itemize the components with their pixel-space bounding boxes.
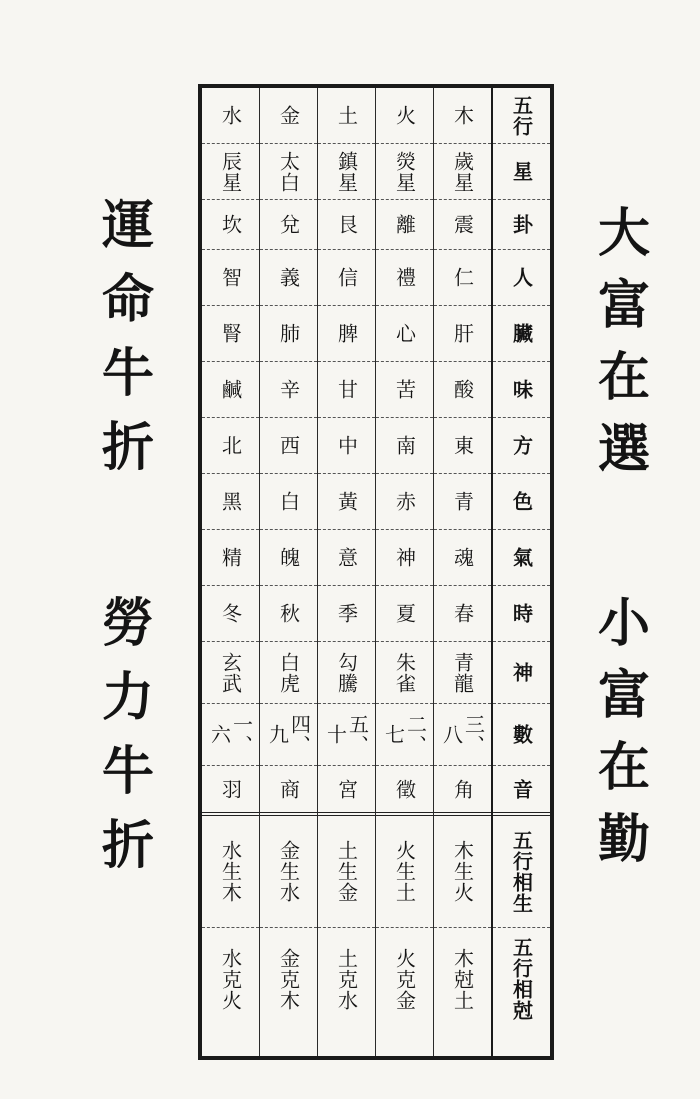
table-cell [260,418,317,474]
table-cell [318,586,375,642]
table-cell [434,306,491,362]
table-cell [318,474,375,530]
element-column [375,88,433,1056]
cell-text: 辰星 [218,150,243,193]
cell-text: 勾騰 [334,651,359,694]
table-cell [376,586,433,642]
cell-text: 五行相尅 [509,937,534,1021]
table-cell [202,306,259,362]
cell-text: 白虎 [276,651,301,694]
cell-text: 辛 [276,379,301,400]
slogan-char: 在 [598,737,651,798]
table-cell [318,200,375,250]
cell-text: 鹹 [218,379,243,400]
header-cell [493,418,550,474]
cell-text: 一、六 [207,713,254,756]
cell-text: 鎮星 [334,150,359,193]
cell-text: 土克水 [334,947,359,1011]
table-cell [318,530,375,586]
cell-text: 金克木 [276,947,301,1011]
header-cell [493,474,550,530]
table-cell [376,766,433,816]
table-cell [318,250,375,306]
slogan-char: 大 [598,203,651,264]
cell-text: 兌 [276,214,301,235]
cell-text: 人 [509,267,534,288]
table-cell [376,306,433,362]
cell-text: 智 [218,267,243,288]
table-cell [376,418,433,474]
cell-text: 黑 [218,491,243,512]
cell-text: 木 [450,105,475,126]
cell-text: 卦 [509,214,534,235]
table-cell [202,586,259,642]
element-column [259,88,317,1056]
cell-text: 信 [334,267,359,288]
cell-text: 朱雀 [392,651,417,694]
header-cell [493,362,550,418]
slogan-right-bottom [598,593,651,870]
table-cell [202,704,259,766]
table-cell [376,88,433,144]
table-cell [376,530,433,586]
cell-text: 二、七 [381,713,428,756]
cell-text: 味 [509,379,534,400]
cell-text: 時 [509,603,534,624]
cell-text: 玄武 [218,651,243,694]
table-cell [260,766,317,816]
cell-text: 甘 [334,379,359,400]
cell-text: 氣 [509,547,534,568]
cell-text: 脾 [334,323,359,344]
cell-text: 土生金 [334,840,359,903]
cell-text: 西 [276,435,301,456]
header-cell [493,816,550,928]
table-cell [260,530,317,586]
cell-text: 肝 [450,323,475,344]
table-cell [202,200,259,250]
cell-text: 腎 [218,323,243,344]
five-elements-table [198,84,554,1060]
cell-text: 數 [509,724,534,745]
cell-text: 中 [334,435,359,456]
header-cell [493,704,550,766]
cell-text: 熒星 [392,150,417,193]
slogan-char: 富 [598,665,651,726]
table-cell [318,88,375,144]
table-cell [318,144,375,200]
table-cell [434,816,491,928]
table-cell [260,362,317,418]
cell-text: 宮 [334,778,359,800]
cell-text: 羽 [218,778,243,800]
table-cell [318,306,375,362]
table-cell [260,928,317,1030]
cell-text: 苦 [392,379,417,400]
table-cell [260,200,317,250]
cell-text: 太白 [276,150,301,193]
cell-text: 酸 [450,379,475,400]
table-cell [376,704,433,766]
cell-text: 白 [276,491,301,512]
header-cell [493,586,550,642]
cell-text: 禮 [392,267,417,288]
table-cell [376,200,433,250]
table-cell [434,928,491,1030]
cell-text: 方 [509,435,534,456]
cell-text: 角 [450,778,475,800]
cell-text: 星 [509,161,534,182]
table-cell [318,704,375,766]
cell-text: 神 [392,547,417,568]
table-cell [202,816,259,928]
cell-text: 歲星 [450,150,475,193]
slogan-right-top [598,203,651,480]
cell-text: 木生火 [450,840,475,903]
table-cell [318,418,375,474]
table-cell [260,250,317,306]
header-cell [493,928,550,1030]
element-column [433,88,491,1056]
cell-text: 秋 [276,603,301,624]
slogan-char: 選 [598,419,651,480]
header-cell [493,250,550,306]
cell-text: 魄 [276,547,301,568]
cell-text: 金生水 [276,840,301,903]
cell-text: 艮 [334,214,359,235]
table-cell [260,88,317,144]
table-cell [202,530,259,586]
cell-text: 南 [392,435,417,456]
slogan-char: 勤 [598,809,651,870]
table-cell [260,704,317,766]
table-cell [202,474,259,530]
element-column [317,88,375,1056]
cell-text: 仁 [450,267,475,288]
cell-text: 木尅土 [450,947,475,1011]
cell-text: 水生木 [218,840,243,903]
table-cell [202,418,259,474]
cell-text: 金 [276,105,301,126]
header-column [491,88,550,1056]
cell-text: 冬 [218,603,243,624]
header-cell [493,88,550,144]
table-cell [260,642,317,704]
cell-text: 心 [392,323,417,344]
slogan-char: 在 [598,347,651,408]
slogan-char: 運 [102,195,155,256]
cell-text: 義 [276,267,301,288]
header-cell [493,144,550,200]
table-cell [434,704,491,766]
cell-text: 精 [218,547,243,568]
table-cell [260,586,317,642]
slogan-char: 折 [102,815,155,876]
slogan-char: 牛 [102,343,155,404]
table-cell [434,250,491,306]
table-cell [376,816,433,928]
cell-text: 東 [450,435,475,456]
table-cell [202,88,259,144]
cell-text: 色 [509,491,534,512]
table-cell [318,642,375,704]
cell-text: 四、九 [265,713,312,756]
table-cell [318,766,375,816]
table-cell [434,88,491,144]
cell-text: 徵 [392,778,417,800]
table-cell [434,642,491,704]
slogan-left-top [102,195,155,478]
table-cell [434,474,491,530]
table-cell [434,530,491,586]
cell-text: 震 [450,214,475,235]
cell-text: 水克火 [218,947,243,1011]
table-cell [202,250,259,306]
table-cell [202,766,259,816]
cell-text: 五、十 [323,713,370,756]
table-cell [376,474,433,530]
element-column [202,88,259,1056]
cell-text: 火 [392,105,417,126]
cell-text: 意 [334,547,359,568]
table-cell [434,586,491,642]
cell-text: 離 [392,214,417,235]
cell-text: 五行 [509,94,534,137]
table-cell [318,362,375,418]
slogan-char: 小 [598,593,651,654]
table-cell [376,928,433,1030]
cell-text: 三、八 [439,713,486,756]
cell-text: 火克金 [392,947,417,1011]
table-cell [260,306,317,362]
cell-text: 火生土 [392,840,417,903]
table-cell [260,474,317,530]
cell-text: 商 [276,778,301,800]
cell-text: 肺 [276,323,301,344]
table-cell [434,144,491,200]
table-cell [434,362,491,418]
table-cell [376,250,433,306]
cell-text: 青龍 [450,651,475,694]
table-cell [376,362,433,418]
header-cell [493,306,550,362]
cell-text: 春 [450,603,475,624]
table-cell [434,200,491,250]
slogan-char: 力 [102,667,155,728]
cell-text: 季 [334,603,359,624]
table-cell [260,144,317,200]
header-cell [493,530,550,586]
cell-text: 五行相生 [509,829,534,914]
cell-text: 水 [218,105,243,126]
cell-text: 音 [509,778,534,800]
header-cell [493,766,550,816]
table-cell [434,418,491,474]
table-cell [202,144,259,200]
header-cell [493,200,550,250]
slogan-char: 勞 [102,593,155,654]
slogan-char: 命 [102,269,155,330]
cell-text: 北 [218,435,243,456]
cell-text: 黃 [334,491,359,512]
slogan-char: 牛 [102,741,155,802]
table-cell [202,362,259,418]
cell-text: 赤 [392,491,417,512]
cell-text: 臟 [509,323,534,344]
table-cell [202,928,259,1030]
table-cell [376,642,433,704]
cell-text: 夏 [392,603,417,624]
table-cell [260,816,317,928]
table-cell [318,816,375,928]
table-cell [318,928,375,1030]
cell-text: 青 [450,491,475,512]
cell-text: 魂 [450,547,475,568]
slogan-char: 富 [598,275,651,336]
cell-text: 坎 [218,214,243,235]
table-cell [376,144,433,200]
slogan-char: 折 [102,417,155,478]
cell-text: 神 [509,662,534,683]
header-cell [493,642,550,704]
table-cell [202,642,259,704]
cell-text: 土 [334,105,359,126]
slogan-left-bottom [102,593,155,876]
table-cell [434,766,491,816]
